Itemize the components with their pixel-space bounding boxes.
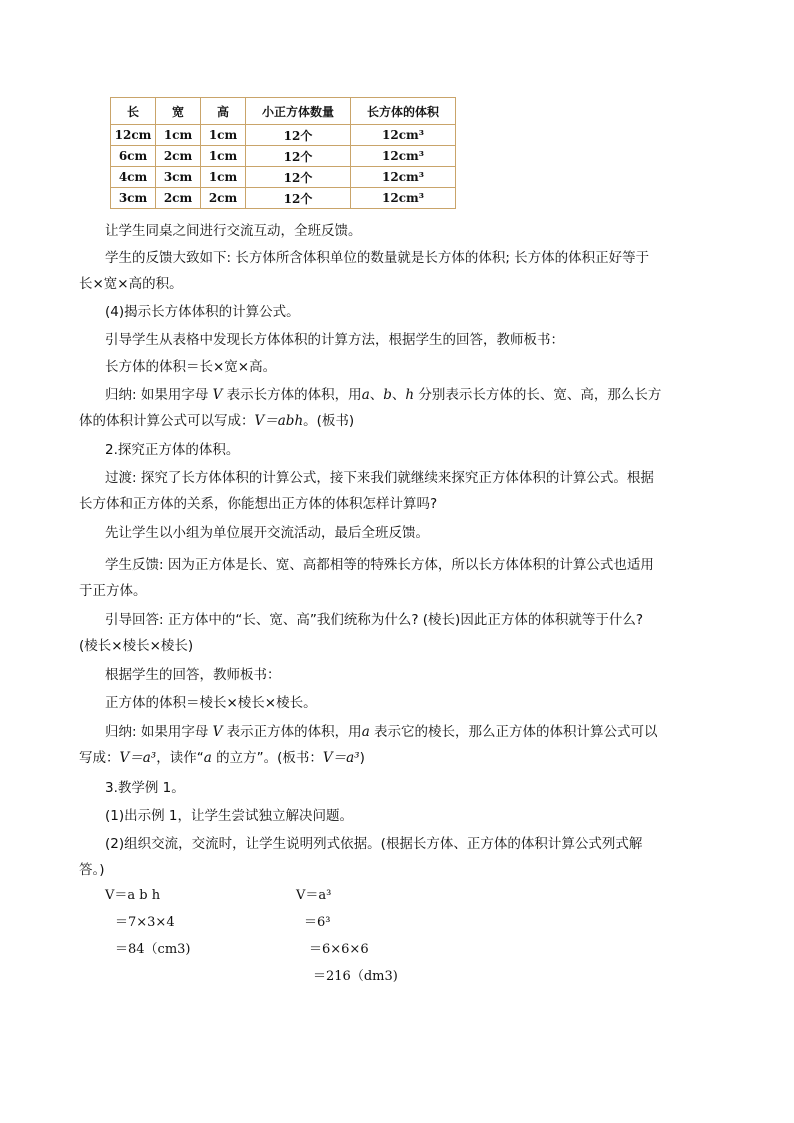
paragraph-line: 过渡: 探究了长方体体积的计算公式，接下来我们就继续来探究正方体体积的计算公式。根据 bbox=[105, 470, 654, 486]
paragraph-line: 于正方体。 bbox=[79, 583, 147, 599]
paragraph-line: 长×宽×高的积。 bbox=[79, 276, 183, 292]
table-cell: 12cm³ bbox=[351, 146, 456, 167]
table-cell: 12个 bbox=[246, 125, 351, 146]
paragraph: 正方体的体积＝棱长×棱长×棱长。 bbox=[105, 695, 317, 711]
paragraph bbox=[79, 607, 675, 659]
paragraph-line: (棱长×棱长×棱长) bbox=[79, 638, 194, 654]
table-cell: 12cm³ bbox=[351, 188, 456, 209]
variable-a: a bbox=[361, 387, 370, 403]
variable-a: a bbox=[361, 724, 370, 740]
formula: V＝a³ bbox=[322, 750, 360, 766]
section-heading: 3.教学例 1。 bbox=[105, 780, 185, 796]
paragraph bbox=[79, 245, 675, 297]
table-cell: 2cm bbox=[201, 188, 246, 209]
paragraph-line: 答。) bbox=[79, 862, 105, 878]
table-row bbox=[111, 146, 456, 167]
text: 的立方”。(板书： bbox=[211, 750, 323, 766]
table-cell: 4cm bbox=[111, 167, 156, 188]
text: 表示它的棱长，那么正方体的体积计算公式可以 bbox=[369, 724, 658, 740]
paragraph bbox=[79, 719, 675, 771]
table-cell: 3cm bbox=[156, 167, 201, 188]
paragraph: 先让学生以小组为单位展开交流活动，最后全班反馈。 bbox=[105, 525, 429, 541]
math-line: V＝a³ bbox=[296, 888, 332, 903]
text: 、 bbox=[391, 387, 406, 403]
paragraph: 根据学生的回答，教师板书： bbox=[105, 667, 281, 683]
formula: V＝abh bbox=[254, 413, 304, 429]
table-cell: 12cm bbox=[111, 125, 156, 146]
text: ) bbox=[359, 750, 365, 766]
math-line: ＝84（cm3) bbox=[115, 942, 191, 957]
volume-table bbox=[110, 97, 456, 209]
table-row bbox=[111, 125, 456, 146]
math-line: ＝6³ bbox=[304, 915, 331, 930]
math-line: V＝a b h bbox=[105, 888, 161, 903]
paragraph-line bbox=[105, 387, 661, 403]
paragraph-line bbox=[79, 408, 675, 434]
math-line: ＝7×3×4 bbox=[115, 915, 175, 930]
variable-v: V bbox=[212, 724, 223, 740]
table-header-cell: 长方体的体积 bbox=[351, 98, 456, 125]
text: 体的体积计算公式可以写成： bbox=[79, 413, 255, 429]
table-header-cell: 长 bbox=[111, 98, 156, 125]
paragraph-line: 学生反馈: 因为正方体是长、宽、高都相等的特殊长方体，所以长方体体积的计算公式也适用 bbox=[105, 557, 654, 573]
table-cell: 6cm bbox=[111, 146, 156, 167]
math-line: ＝6×6×6 bbox=[309, 942, 369, 957]
table-row bbox=[111, 188, 456, 209]
section-heading: 2.探究正方体的体积。 bbox=[105, 442, 240, 458]
paragraph-line: (2)组织交流，交流时，让学生说明列式依据。(根据长方体、正方体的体积计算公式列式解 bbox=[105, 836, 643, 852]
text: 表示正方体的体积，用 bbox=[222, 724, 362, 740]
table-cell: 1cm bbox=[201, 125, 246, 146]
paragraph: 让学生同桌之间进行交流互动，全班反馈。 bbox=[105, 223, 362, 239]
paragraph: 长方体的体积＝长×宽×高。 bbox=[105, 359, 277, 375]
table-cell: 1cm bbox=[201, 167, 246, 188]
table-cell: 12个 bbox=[246, 167, 351, 188]
paragraph-line bbox=[105, 724, 658, 740]
variable-h: h bbox=[405, 387, 415, 403]
table-cell: 12cm³ bbox=[351, 125, 456, 146]
text: 。(板书) bbox=[303, 413, 355, 429]
text: ，读作“ bbox=[156, 750, 204, 766]
variable-a: a bbox=[203, 750, 212, 766]
text: 分别表示长方体的长、宽、高，那么长方 bbox=[414, 387, 662, 403]
table-header-row bbox=[111, 98, 456, 125]
text: 写成： bbox=[79, 750, 120, 766]
variable-v: V bbox=[212, 387, 223, 403]
variable-b: b bbox=[383, 387, 392, 403]
table-cell: 2cm bbox=[156, 146, 201, 167]
table-row bbox=[111, 167, 456, 188]
paragraph-line bbox=[79, 745, 675, 771]
paragraph-line: 学生的反馈大致如下: 长方体所含体积单位的数量就是长方体的体积; 长方体的体积正好等于 bbox=[105, 250, 650, 266]
paragraph bbox=[79, 465, 675, 517]
paragraph bbox=[79, 552, 675, 604]
paragraph: (1)出示例 1，让学生尝试独立解决问题。 bbox=[105, 808, 354, 824]
table-cell: 12个 bbox=[246, 146, 351, 167]
math-line: ＝216（dm3) bbox=[313, 969, 398, 984]
text: 归纳: 如果用字母 bbox=[105, 724, 213, 740]
table-header-cell: 高 bbox=[201, 98, 246, 125]
paragraph: (4)揭示长方体体积的计算公式。 bbox=[105, 304, 300, 320]
table-header-cell: 小正方体数量 bbox=[246, 98, 351, 125]
text: 、 bbox=[369, 387, 384, 403]
text: 表示长方体的体积，用 bbox=[222, 387, 362, 403]
paragraph-line: 长方体和正方体的关系，你能想出正方体的体积怎样计算吗? bbox=[79, 496, 438, 512]
table-cell: 1cm bbox=[156, 125, 201, 146]
table-header-cell: 宽 bbox=[156, 98, 201, 125]
paragraph bbox=[79, 831, 675, 883]
table-cell: 3cm bbox=[111, 188, 156, 209]
paragraph bbox=[79, 382, 675, 434]
formula: V＝a³ bbox=[119, 750, 157, 766]
paragraph-line: 引导回答: 正方体中的“长、宽、高”我们统称为什么? (棱长)因此正方体的体积就等于什么? bbox=[105, 612, 643, 628]
table-cell: 12个 bbox=[246, 188, 351, 209]
table-cell: 1cm bbox=[201, 146, 246, 167]
paragraph: 引导学生从表格中发现长方体体积的计算方法，根据学生的回答，教师板书： bbox=[105, 332, 564, 348]
text: 归纳: 如果用字母 bbox=[105, 387, 213, 403]
table-cell: 12cm³ bbox=[351, 167, 456, 188]
table-cell: 2cm bbox=[156, 188, 201, 209]
